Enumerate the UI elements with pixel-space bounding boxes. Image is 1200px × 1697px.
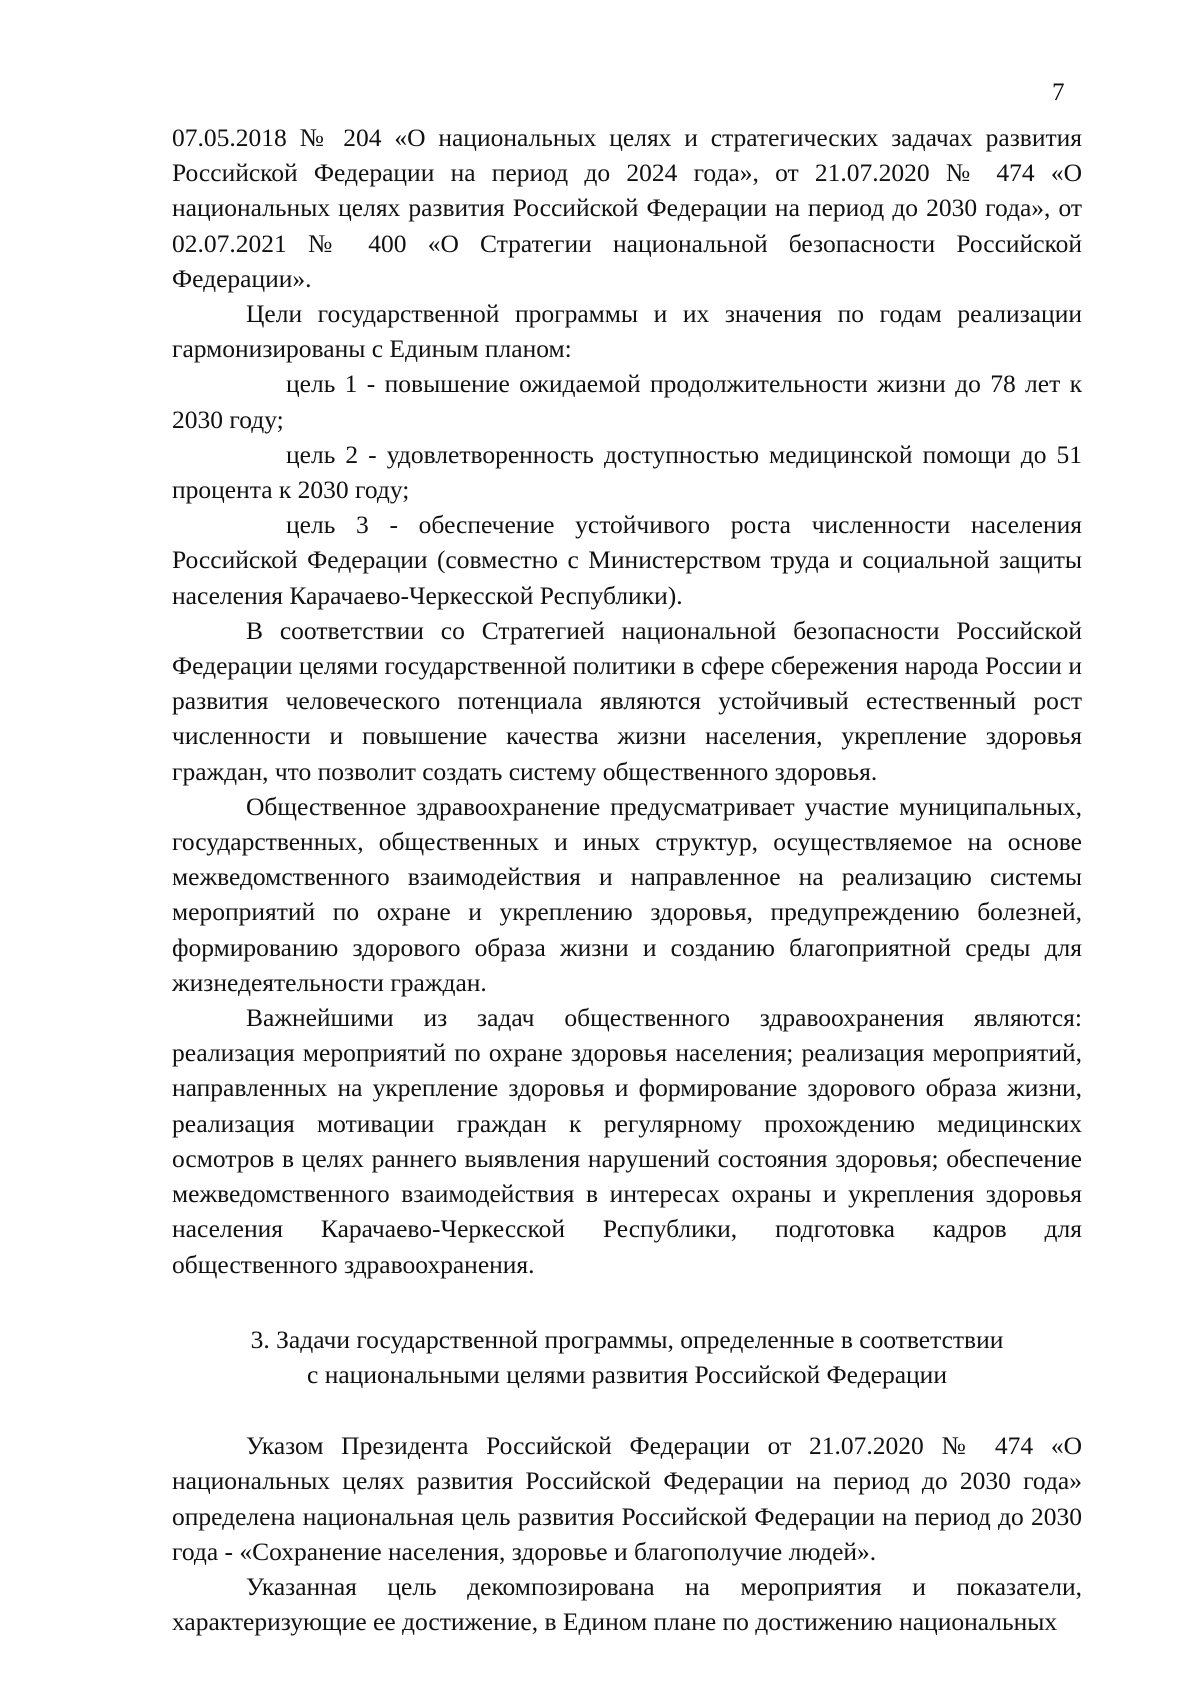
section-heading-line-2: с национальными целями развития Российской Федерации <box>307 1359 947 1389</box>
paragraph-security-strategy: В соответствии со Стратегией национальной безопасности Российской Федерации целями государственной политики в сфере сбережения народа России и развития человеческого потенциала являются устойчивый естественный рост численности и повышение качества жизни населения, укрепление здоровья граждан, что позволит создать систему общественного здоровья. <box>172 615 1082 786</box>
goal-item-1: цель 1 - повышение ожидаемой продолжительности жизни до 78 лет к 2030 году; <box>172 369 1082 434</box>
goal-item-2: цель 2 - удовлетворенность доступностью медицинской помощи до 51 процента к 2030 году; <box>172 439 1082 505</box>
paragraph-public-health: Общественное здравоохранение предусматривает участие муниципальных, государственных, общественных и иных структур, осуществляемое на основе межведомственного взаимодействия и направленное на реализацию системы мероприятий по охране и укреплению здоровья, предупреждению болезней, формированию здорового образа жизни и созданию благоприятной среды для жизнедеятельности граждан. <box>172 791 1082 997</box>
paragraph-presidential-decree: Указом Президента Российской Федерации от 21.07.2020 № 474 «О национальных целях развития Российской Федерации на период до 2030 года» определена национальная цель развития Российской Федерации на период до 2030 года - «Сохранение населения, здоровье и благополучие людей». <box>172 1431 1082 1566</box>
paragraph-goals-intro: Цели государственной программы и их значения по годам реализации гармонизированы с Единым планом: <box>172 299 1082 364</box>
paragraph-decree-references: 07.05.2018 № 204 «О национальных целях и стратегических задачах развития Российской Федерации на период до 2024 года», от 21.07.2020 № 474 «О национальных целях развития Российской Федерации на период до 2030 года», от 02.07.2021 № 400 «О Стратегии национальной безопасности Российской Федерации». <box>172 123 1082 293</box>
paragraph-public-health-tasks: Важнейшими из задач общественного здравоохранения являются: реализация мероприятий по охране здоровья населения; реализация мероприятий, направленных на укрепление здоровья и формирование здорового образа жизни, реализация мотивации граждан к регулярному прохождению медицинских осмотров в целях раннего выявления нарушений состояния здоровья; обеспечение межведомственного взаимодействия в интересах охраны и укрепления здоровья населения Карачаево-Черкесской Республики, подготовка кадров для общественного здравоохранения. <box>172 1003 1082 1279</box>
goal-item-3: цель 3 - обеспечение устойчивого роста численности населения Российской Федерации (совместно с Министерством труда и социальной защиты населения Карачаево-Черкесской Республики). <box>172 510 1082 610</box>
section-heading <box>172 1322 1082 1392</box>
document-body <box>172 120 1082 1639</box>
section-heading-line-1: 3. Задачи государственной программы, определенные в соответствии <box>250 1324 1004 1354</box>
page-number: 7 <box>1052 79 1065 106</box>
paragraph-goal-decomposition: Указанная цель декомпозирована на мероприятия и показатели, характеризующие ее достижение, в Едином плане по достижению национальных <box>172 1571 1082 1637</box>
